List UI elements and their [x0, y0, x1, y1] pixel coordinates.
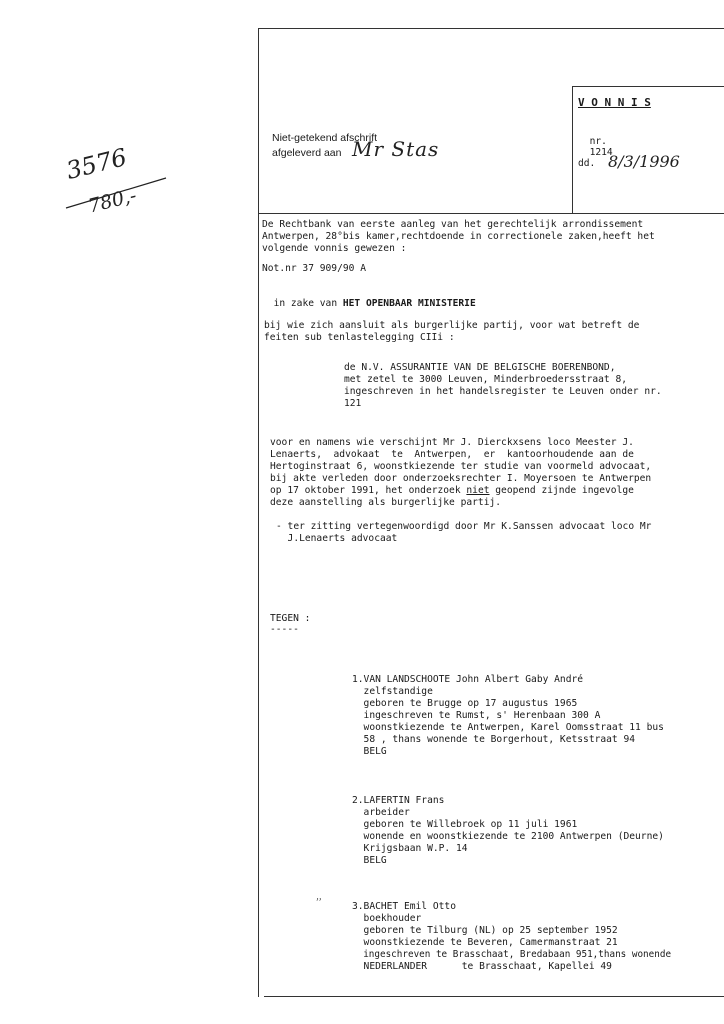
stamp-line-1: Niet-getekend afschrift — [272, 132, 378, 144]
rep-line-1: voor en namens wie verschijnt Mr J. Dierckxsens loco Meester J. — [270, 437, 634, 448]
defendant-1-line-7: BELG — [352, 746, 387, 757]
rep-line-5-after: geopend zijnde ingevolge — [489, 485, 634, 496]
civil-intro-line-2: feiten sub tenlastelegging CIIi : — [264, 332, 455, 343]
defendant-2-line-6: BELG — [352, 855, 387, 866]
in-zake-party: HET OPENBAAR MINISTERIE — [342, 297, 476, 309]
defendant-2-line-5: Krijgsbaan W.P. 14 — [352, 843, 468, 854]
rep-line-3: Hertoginstraat 6, woonstkiezende ter studie van voormeld advocaat, — [270, 461, 652, 472]
rep-line-6: deze aanstelling als burgerlijke partij. — [270, 497, 502, 508]
tegen-label: TEGEN : — [270, 613, 311, 624]
rep-line-5-underlined: niet — [466, 485, 490, 496]
vonnis-nr-label: nr. — [589, 135, 607, 147]
defendant-2-line-4: wonende en woonstkiezende te 2100 Antwerpen (Deurne) — [352, 831, 664, 842]
intro-line-1: De Rechtbank van eerste aanleg van het gerechtelijk arrondissement — [262, 219, 644, 230]
defendant-3-line-2: boekhouder — [352, 913, 422, 924]
session-line-2: J.Lenaerts advocaat — [276, 533, 398, 544]
defendant-3-line-4: woonstkiezende te Beveren, Camermanstraat 21 — [352, 937, 618, 948]
frame-top-rule — [258, 28, 724, 29]
vonnis-title: V O N N I S — [578, 96, 651, 109]
defendant-1-line-2: zelfstandige — [352, 686, 433, 697]
civil-party-line-1: de N.V. ASSURANTIE VAN DE BELGISCHE BOERENBOND, — [344, 362, 616, 373]
intro-line-3: volgende vonnis gewezen : — [262, 243, 407, 254]
defendant-3-line-3: geboren te Tilburg (NL) op 25 september 1952 — [352, 925, 618, 936]
vonnis-box-left-rule — [572, 86, 573, 213]
defendant-2-line-3: geboren te Willebroek op 11 juli 1961 — [352, 819, 578, 830]
rep-line-5 — [270, 485, 634, 497]
civil-intro-line-1: bij wie zich aansluit als burgerlijke partij, voor wat betreft de — [264, 320, 640, 331]
defendant-1-line-4: ingeschreven te Rumst, s' Herenbaan 300 A — [352, 710, 601, 721]
rep-line-4: bij akte verleden door onderzoeksrechter I. Moyersoen te Antwerpen — [270, 473, 652, 484]
margin-number-bottom: 780,- — [86, 184, 139, 218]
defendant-1-line-6: 58 , thans wonende te Borgerhout, Ketsstraat 94 — [352, 734, 636, 745]
vonnis-dd-label: dd. — [578, 158, 596, 169]
margin-number-top: 3576 — [63, 143, 130, 185]
defendant-2-line-1: 2.LAFERTIN Frans — [352, 795, 445, 806]
defendant-3-line-5: ingeschreven te Brasschaat, Bredabaan 951,thans wonende — [352, 949, 672, 960]
rep-line-5-before: op 17 oktober 1991, het onderzoek — [270, 485, 467, 496]
in-zake-prefix: in zake van — [273, 297, 343, 309]
frame-bottom-rule — [264, 996, 724, 997]
frame-left-rule — [258, 28, 259, 997]
vonnis-nr-value: 1214 — [589, 147, 613, 158]
intro-line-2: Antwerpen, 28°bis kamer,rechtdoende in correctionele zaken,heeft het — [262, 231, 655, 242]
defendant-3-line-6: NEDERLANDER te Brasschaat, Kapellei 49 — [352, 961, 612, 972]
stamp-recipient-signature: Mr Stas — [352, 137, 440, 161]
civil-party-line-4: 121 — [344, 398, 362, 409]
defendant-1-line-1: 1.VAN LANDSCHOOTE John Albert Gaby André — [352, 674, 584, 685]
defendant-3-line-1: 3.BACHET Emil Otto — [352, 901, 456, 912]
rep-line-2: Lenaerts, advokaat te Antwerpen, er kantoorhoudende aan de — [270, 449, 634, 460]
stamp-line-2: afgeleverd aan — [272, 147, 342, 159]
defendant-2-line-2: arbeider — [352, 807, 410, 818]
vonnis-dd-value: 8/3/1996 — [608, 152, 680, 171]
tegen-rule: ----- — [270, 624, 299, 635]
defendant-1-line-3: geboren te Brugge op 17 augustus 1965 — [352, 698, 578, 709]
margin-mark: ˒˒ — [316, 896, 322, 906]
not-nr: Not.nr 37 909/90 A — [262, 263, 366, 274]
in-zake — [262, 286, 476, 309]
defendant-1-line-5: woonstkiezende te Antwerpen, Karel Oomsstraat 11 bus — [352, 722, 664, 733]
header-separator — [258, 213, 724, 214]
civil-party-line-2: met zetel te 3000 Leuven, Minderbroedersstraat 8, — [344, 374, 628, 385]
vonnis-box-top-rule — [572, 86, 724, 87]
civil-party-line-3: ingeschreven in het handelsregister te Leuven onder nr. — [344, 386, 662, 397]
session-line-1: - ter zitting vertegenwoordigd door Mr K.Sanssen advocaat loco Mr — [276, 521, 652, 532]
